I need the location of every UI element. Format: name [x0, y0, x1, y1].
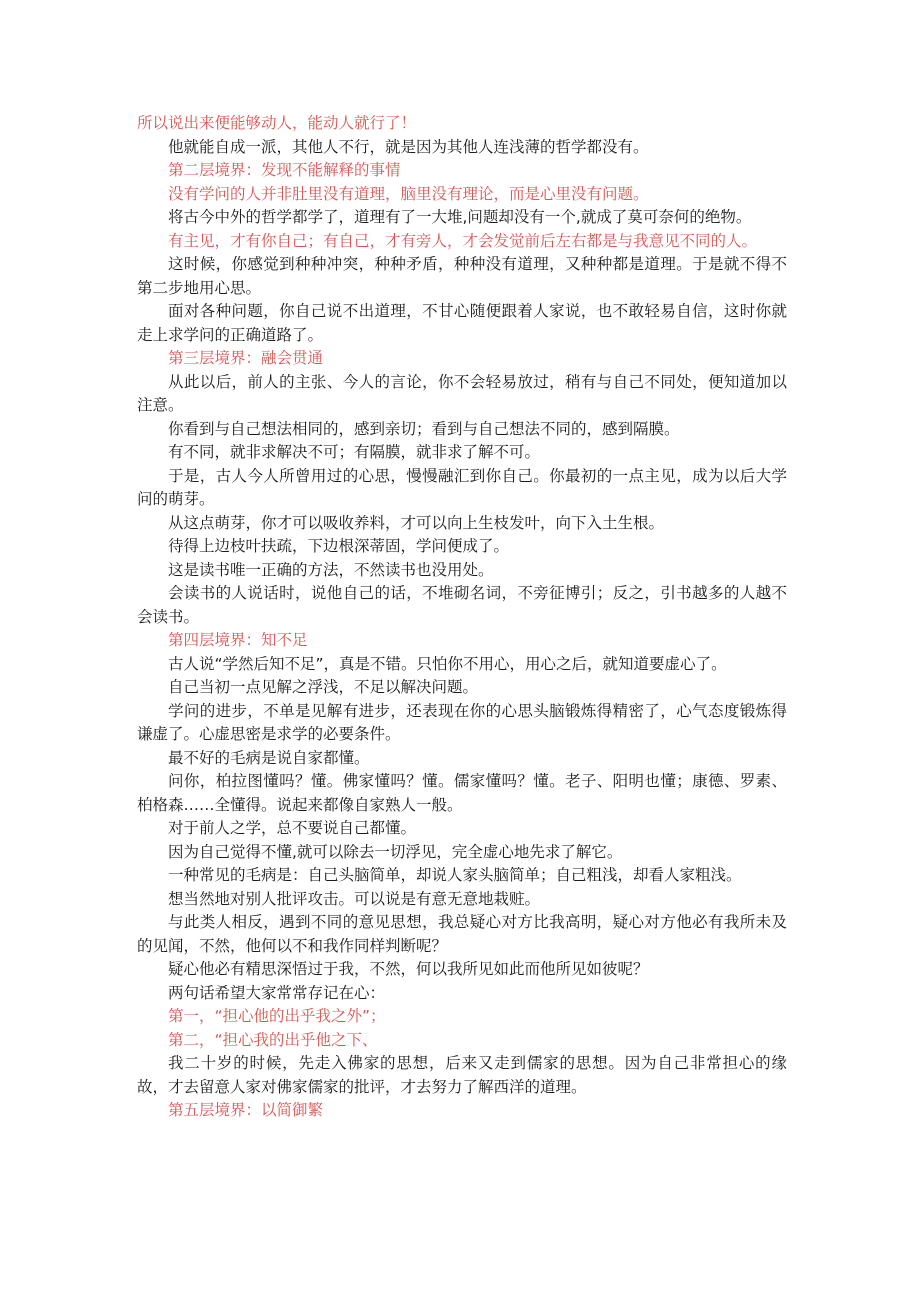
paragraph: 从这点萌芽，你才可以吸收养料，才可以向上生枝发叶，向下入土生根。: [168, 513, 665, 532]
paragraph: 两句话希望大家常常存记在心：: [168, 983, 386, 1002]
paragraph: 一种常见的毛病是：自己头脑简单，却说人家头脑简单；自己粗浅，却看人家粗浅。: [168, 866, 742, 884]
highlighted-paragraph: 所以说出来便能够动人，能动人就行了！: [137, 114, 417, 132]
highlighted-paragraph: 第二层境界：发现不能解释的事情: [168, 161, 401, 179]
paragraph: 这时候，你感觉到种种冲突，种种矛盾，种种没有道理，又种种都是道理。于是就不得不第二步地用心思。: [137, 255, 787, 297]
highlighted-paragraph: 第三层境界：融会贯通: [168, 349, 324, 367]
document-body: [137, 112, 787, 1123]
paragraph: 待得上边枝叶扶疏，下边根深蒂固，学问便成了。: [168, 537, 510, 555]
highlighted-paragraph: 第五层境界：以简御繁: [168, 1101, 324, 1119]
highlighted-paragraph: 有主见，才有你自己；有自己，才有旁人，才会发觉前后左右都是与我意见不同的人。: [168, 231, 758, 250]
paragraph: 问你，柏拉图懂吗？懂。佛家懂吗？懂。儒家懂吗？懂。老子、阳明也懂；康德、罗素、柏格森……全懂得。说起来都像自家熟人一般。: [137, 772, 787, 814]
highlighted-paragraph: 第一，“担心他的出乎我之外”；: [168, 1007, 386, 1025]
paragraph: 面对各种问题，你自己说不出道理，不甘心随便跟着人家说，也不敢轻易自信，这时你就走上求学问的正确道路了。: [137, 302, 787, 344]
paragraph: 疑心他必有精思深悟过于我，不然，何以我所见如此而他所见如彼呢？: [168, 960, 649, 978]
paragraph: 这是读书唯一正确的方法，不然读书也没用处。: [168, 560, 494, 579]
paragraph: 古人说“学然后知不足”，真是不错。只怕你不用心，用心之后，就知道要虚心了。: [168, 654, 727, 673]
highlighted-paragraph: 第四层境界：知不足: [168, 631, 308, 649]
paragraph: 自己当初一点见解之浮浅，不足以解决问题。: [168, 678, 479, 696]
paragraph: 想当然地对别人批评攻击。可以说是有意无意地栽赃。: [168, 889, 541, 908]
paragraph: 我二十岁的时候，先走入佛家的思想，后来又走到儒家的思想。因为自己非常担心的缘故，才去留意人家对佛家儒家的批评，才去努力了解西洋的道理。: [137, 1054, 787, 1096]
paragraph: 学问的进步，不单是见解有进步，还表现在你的心思头脑锻炼得精密了，心气态度锻炼得谦虚了。心虚思密是求学的必要条件。: [137, 701, 787, 743]
paragraph: 有不同，就非求解决不可；有隔膜，就非求了解不可。: [168, 443, 541, 461]
highlighted-paragraph: 第二，“担心我的出乎他之下、: [168, 1030, 378, 1049]
paragraph: 你看到与自己想法相同的，感到亲切；看到与自己想法不同的，感到隔膜。: [168, 419, 680, 438]
paragraph: 对于前人之学，总不要说自己都懂。: [168, 819, 417, 837]
paragraph: 将古今中外的哲学都学了，道理有了一大堆,问题却没有一个,就成了莫可奈何的绝物。: [168, 208, 752, 226]
paragraph: 最不好的毛病是说自家都懂。: [168, 748, 370, 767]
paragraph: 于是，古人今人所曾用过的心思，慢慢融汇到你自己。你最初的一点主见，成为以后大学问的萌芽。: [137, 466, 787, 508]
paragraph: 从此以后，前人的主张、今人的言论，你不会轻易放过，稍有与自己不同处，便知道加以注意。: [137, 372, 787, 414]
paragraph: 他就能自成一派，其他人不行，就是因为其他人连浅薄的哲学都没有。: [168, 137, 649, 156]
paragraph: 会读书的人说话时，说他自己的话，不堆砌名词，不旁征博引；反之，引书越多的人越不会读书。: [137, 584, 787, 626]
highlighted-paragraph: 没有学问的人并非肚里没有道理，脑里没有理论，而是心里没有问题。: [168, 184, 649, 203]
paragraph: 因为自己觉得不懂,就可以除去一切浮见，完全虚心地先求了解它。: [168, 842, 623, 861]
paragraph: 与此类人相反，遇到不同的意见思想，我总疑心对方比我高明，疑心对方他必有我所未及的见闻，不然，他何以不和我作同样判断呢？: [137, 913, 787, 955]
